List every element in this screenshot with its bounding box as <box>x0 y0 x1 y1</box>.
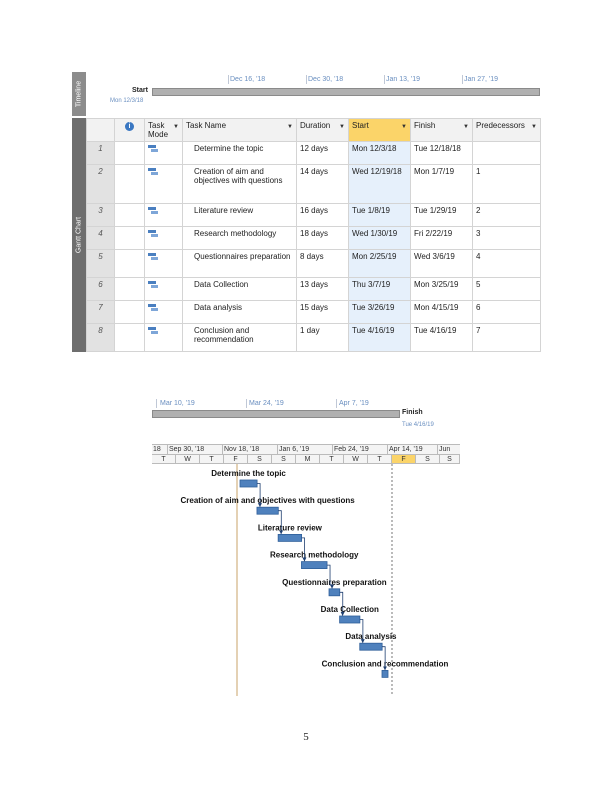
gantt-chart <box>152 444 460 696</box>
timeline-start-date: Mon 12/3/18 <box>110 98 144 104</box>
timescale-day-cell: T <box>320 455 344 463</box>
column-header-label: Start <box>352 121 369 130</box>
duration-cell[interactable]: 15 days <box>297 301 349 324</box>
timeline-date: Jan 13, '19 <box>386 76 421 83</box>
indicator-cell[interactable] <box>115 165 145 204</box>
task-mode-cell[interactable] <box>145 324 183 352</box>
task-table <box>86 118 541 352</box>
auto-schedule-icon <box>148 207 158 214</box>
timescale-top-tier <box>152 444 460 454</box>
task-row-id[interactable]: 6 <box>87 278 115 301</box>
finish-cell[interactable]: Mon 1/7/19 <box>411 165 473 204</box>
task-row-id[interactable]: 2 <box>87 165 115 204</box>
indicator-cell[interactable] <box>115 250 145 278</box>
finish-cell[interactable]: Fri 2/22/19 <box>411 227 473 250</box>
gantt-view-panel <box>72 72 540 352</box>
gantt-task-label: Determine the topic <box>211 469 286 478</box>
finish-cell[interactable]: Tue 12/18/18 <box>411 142 473 165</box>
task-name-cell[interactable]: Creation of aim and objectives with questions <box>183 165 297 204</box>
gantt-task-label: Literature review <box>257 523 322 533</box>
predecessors-cell[interactable]: 4 <box>473 250 541 278</box>
task-name-cell[interactable]: Literature review <box>183 204 297 227</box>
row-id-header <box>87 119 115 142</box>
timescale-day-cell: T <box>200 455 224 463</box>
timescale-cell: Jun <box>439 446 451 453</box>
task-row-id[interactable]: 4 <box>87 227 115 250</box>
timescale-day-cell: S <box>416 455 440 463</box>
task-name-cell[interactable]: Data analysis <box>183 301 297 324</box>
dropdown-arrow-icon[interactable]: ▼ <box>401 124 407 130</box>
task-name-cell[interactable]: Data Collection <box>183 278 297 301</box>
task-row-id[interactable]: 5 <box>87 250 115 278</box>
timeline-date: Apr 7, '19 <box>339 400 369 407</box>
column-header-label: Task Mode <box>148 121 169 139</box>
gantt-task-label: Questionnaires preparation <box>282 577 387 587</box>
task-row[interactable] <box>87 324 541 352</box>
duration-cell[interactable]: 16 days <box>297 204 349 227</box>
task-mode-cell[interactable] <box>145 250 183 278</box>
duration-cell[interactable]: 14 days <box>297 165 349 204</box>
timeline-band-label: Timeline <box>75 80 83 108</box>
column-header-label: Duration <box>300 121 331 130</box>
timescale-cell: Sep 30, '18 <box>168 445 223 454</box>
finish-cell[interactable]: Mon 3/25/19 <box>411 278 473 301</box>
start-cell[interactable]: Thu 3/7/19 <box>349 278 411 301</box>
timeline-tick <box>228 75 229 84</box>
auto-schedule-icon <box>148 281 158 288</box>
indicator-cell[interactable] <box>115 324 145 352</box>
gantt-chart-band <box>72 118 86 352</box>
timescale-day-cell: S <box>440 455 460 463</box>
timescale-day-cell: S <box>272 455 296 463</box>
dropdown-arrow-icon[interactable]: ▼ <box>287 124 293 130</box>
predecessors-cell[interactable]: 3 <box>473 227 541 250</box>
start-cell[interactable]: Wed 12/19/18 <box>349 165 411 204</box>
auto-schedule-icon <box>148 168 158 175</box>
predecessors-cell[interactable]: 7 <box>473 324 541 352</box>
duration-cell[interactable]: 12 days <box>297 142 349 165</box>
finish-cell[interactable]: Tue 4/16/19 <box>411 324 473 352</box>
timeline-tick <box>306 75 307 84</box>
predecessors-cell[interactable]: 1 <box>473 165 541 204</box>
gantt-task-label: Data analysis <box>345 632 397 642</box>
timeline-band <box>72 72 86 116</box>
auto-schedule-icon <box>148 230 158 237</box>
timescale-day-cell: W <box>344 455 368 463</box>
timescale-day-cell: M <box>296 455 320 463</box>
dropdown-arrow-icon[interactable]: ▼ <box>463 124 469 130</box>
predecessors-cell[interactable]: 5 <box>473 278 541 301</box>
gantt-task-label: Conclusion and recommendation <box>321 659 449 669</box>
task-row[interactable] <box>87 301 541 324</box>
task-row-id[interactable]: 8 <box>87 324 115 352</box>
gantt-bars-area <box>152 464 460 696</box>
gantt-task-label: Creation of aim and objectives with questions <box>180 496 355 506</box>
gantt-task-label: Data Collection <box>320 605 379 614</box>
finish-cell[interactable]: Tue 1/29/19 <box>411 204 473 227</box>
dropdown-arrow-icon[interactable]: ▼ <box>531 124 537 130</box>
task-mode-cell[interactable] <box>145 204 183 227</box>
task-row[interactable] <box>87 142 541 165</box>
timeline-tick <box>156 399 157 408</box>
timescale-day-cell: S <box>248 455 272 463</box>
dropdown-arrow-icon[interactable]: ▼ <box>173 124 179 130</box>
start-cell[interactable]: Wed 1/30/19 <box>349 227 411 250</box>
predecessors-cell[interactable] <box>473 142 541 165</box>
timeline-tick <box>462 75 463 84</box>
task-name-cell[interactable]: Determine the topic <box>183 142 297 165</box>
timeline-tick <box>384 75 385 84</box>
indicator-cell[interactable] <box>115 204 145 227</box>
timeline-date: Mar 24, '19 <box>249 400 284 407</box>
predecessors-column-header[interactable] <box>473 119 541 142</box>
task-mode-cell[interactable] <box>145 278 183 301</box>
timescale-day-cell: W <box>176 455 200 463</box>
timeline-start-label: Start <box>132 87 148 94</box>
page-number: 5 <box>303 731 309 743</box>
finish-cell[interactable]: Mon 4/15/19 <box>411 301 473 324</box>
timeline-finish-label: Finish <box>402 409 423 416</box>
start-cell[interactable]: Mon 12/3/18 <box>349 142 411 165</box>
gantt-task-bar[interactable] <box>382 670 388 677</box>
finish-column-header[interactable] <box>411 119 473 142</box>
timescale-cell: Jan 6, '19 <box>278 445 333 454</box>
gantt-task-bar[interactable] <box>257 507 278 514</box>
gantt-chart-panel <box>152 396 460 696</box>
timescale-day-cell: F <box>224 455 248 463</box>
timeline-date: Dec 16, '18 <box>230 76 266 83</box>
task-row-id[interactable]: 3 <box>87 204 115 227</box>
predecessors-cell[interactable]: 2 <box>473 204 541 227</box>
gantt-chart-band-label: Gantt Chart <box>75 216 83 254</box>
gantt-task-bar[interactable] <box>340 616 360 623</box>
task-row[interactable] <box>87 227 541 250</box>
predecessors-cell[interactable]: 6 <box>473 301 541 324</box>
task-row[interactable] <box>87 250 541 278</box>
timescale-day-cell: T <box>368 455 392 463</box>
indicator-cell[interactable] <box>115 301 145 324</box>
column-header-label: Predecessors <box>476 121 525 130</box>
task-row[interactable] <box>87 204 541 227</box>
gantt-task-bar[interactable] <box>360 643 382 650</box>
gantt-task-label: Research methodology <box>270 550 359 560</box>
timescale-cell: Apr 14, '19 <box>388 445 438 454</box>
timescale-cell: Feb 24, '19 <box>333 445 388 454</box>
task-name-cell[interactable]: Questionnaires preparation <box>183 250 297 278</box>
dropdown-arrow-icon[interactable]: ▼ <box>339 124 345 130</box>
gantt-task-bar[interactable] <box>240 480 257 487</box>
timeline-tick <box>246 399 247 408</box>
timescale-bottom-tier <box>152 454 460 464</box>
gantt-task-bar[interactable] <box>301 562 327 569</box>
column-header-label: Task Name <box>186 121 227 130</box>
duration-column-header[interactable] <box>297 119 349 142</box>
timeline-finish-date: Tue 4/16/19 <box>402 422 434 428</box>
task-name-cell[interactable]: Conclusion and recommendation <box>183 324 297 352</box>
gantt-task-bar[interactable] <box>329 589 340 596</box>
task-mode-cell[interactable] <box>145 165 183 204</box>
timeline-tick <box>336 399 337 408</box>
task-mode-column-header[interactable] <box>145 119 183 142</box>
task-mode-cell[interactable] <box>145 142 183 165</box>
task-mode-cell[interactable] <box>145 227 183 250</box>
gantt-task-bar[interactable] <box>278 534 301 541</box>
start-cell[interactable]: Tue 1/8/19 <box>349 204 411 227</box>
task-row[interactable] <box>87 278 541 301</box>
auto-schedule-icon <box>148 253 158 260</box>
task-mode-cell[interactable] <box>145 301 183 324</box>
duration-cell[interactable]: 13 days <box>297 278 349 301</box>
timeline-date: Dec 30, '18 <box>308 76 344 83</box>
timescale-cell: Nov 18, '18 <box>223 445 278 454</box>
auto-schedule-icon <box>148 304 158 311</box>
start-cell[interactable]: Tue 4/16/19 <box>349 324 411 352</box>
timescale-day-cell: F <box>392 455 416 463</box>
table-header-row <box>87 119 541 142</box>
info-column-header[interactable] <box>115 119 145 142</box>
task-row-id[interactable]: 1 <box>87 142 115 165</box>
timeline-date: Mar 10, '19 <box>160 400 195 407</box>
auto-schedule-icon <box>148 327 158 334</box>
finish-cell[interactable]: Wed 3/6/19 <box>411 250 473 278</box>
indicator-cell[interactable] <box>115 278 145 301</box>
timescale-cell: 18 <box>152 445 168 454</box>
indicator-cell[interactable] <box>115 227 145 250</box>
task-row-id[interactable]: 7 <box>87 301 115 324</box>
auto-schedule-icon <box>148 145 158 152</box>
duration-cell[interactable]: 1 day <box>297 324 349 352</box>
timeline-date: Jan 27, '19 <box>464 76 499 83</box>
info-icon: i <box>125 122 134 131</box>
start-cell[interactable]: Tue 3/26/19 <box>349 301 411 324</box>
start-column-header[interactable] <box>349 119 411 142</box>
timeline-bar[interactable] <box>152 410 400 418</box>
task-name-column-header[interactable] <box>183 119 297 142</box>
duration-cell[interactable]: 18 days <box>297 227 349 250</box>
duration-cell[interactable]: 8 days <box>297 250 349 278</box>
indicator-cell[interactable] <box>115 142 145 165</box>
start-cell[interactable]: Mon 2/25/19 <box>349 250 411 278</box>
timescale-day-cell: T <box>152 455 176 463</box>
timeline-bar[interactable] <box>152 88 540 96</box>
column-header-label: Finish <box>414 121 436 130</box>
task-row[interactable] <box>87 165 541 204</box>
task-name-cell[interactable]: Research methodology <box>183 227 297 250</box>
